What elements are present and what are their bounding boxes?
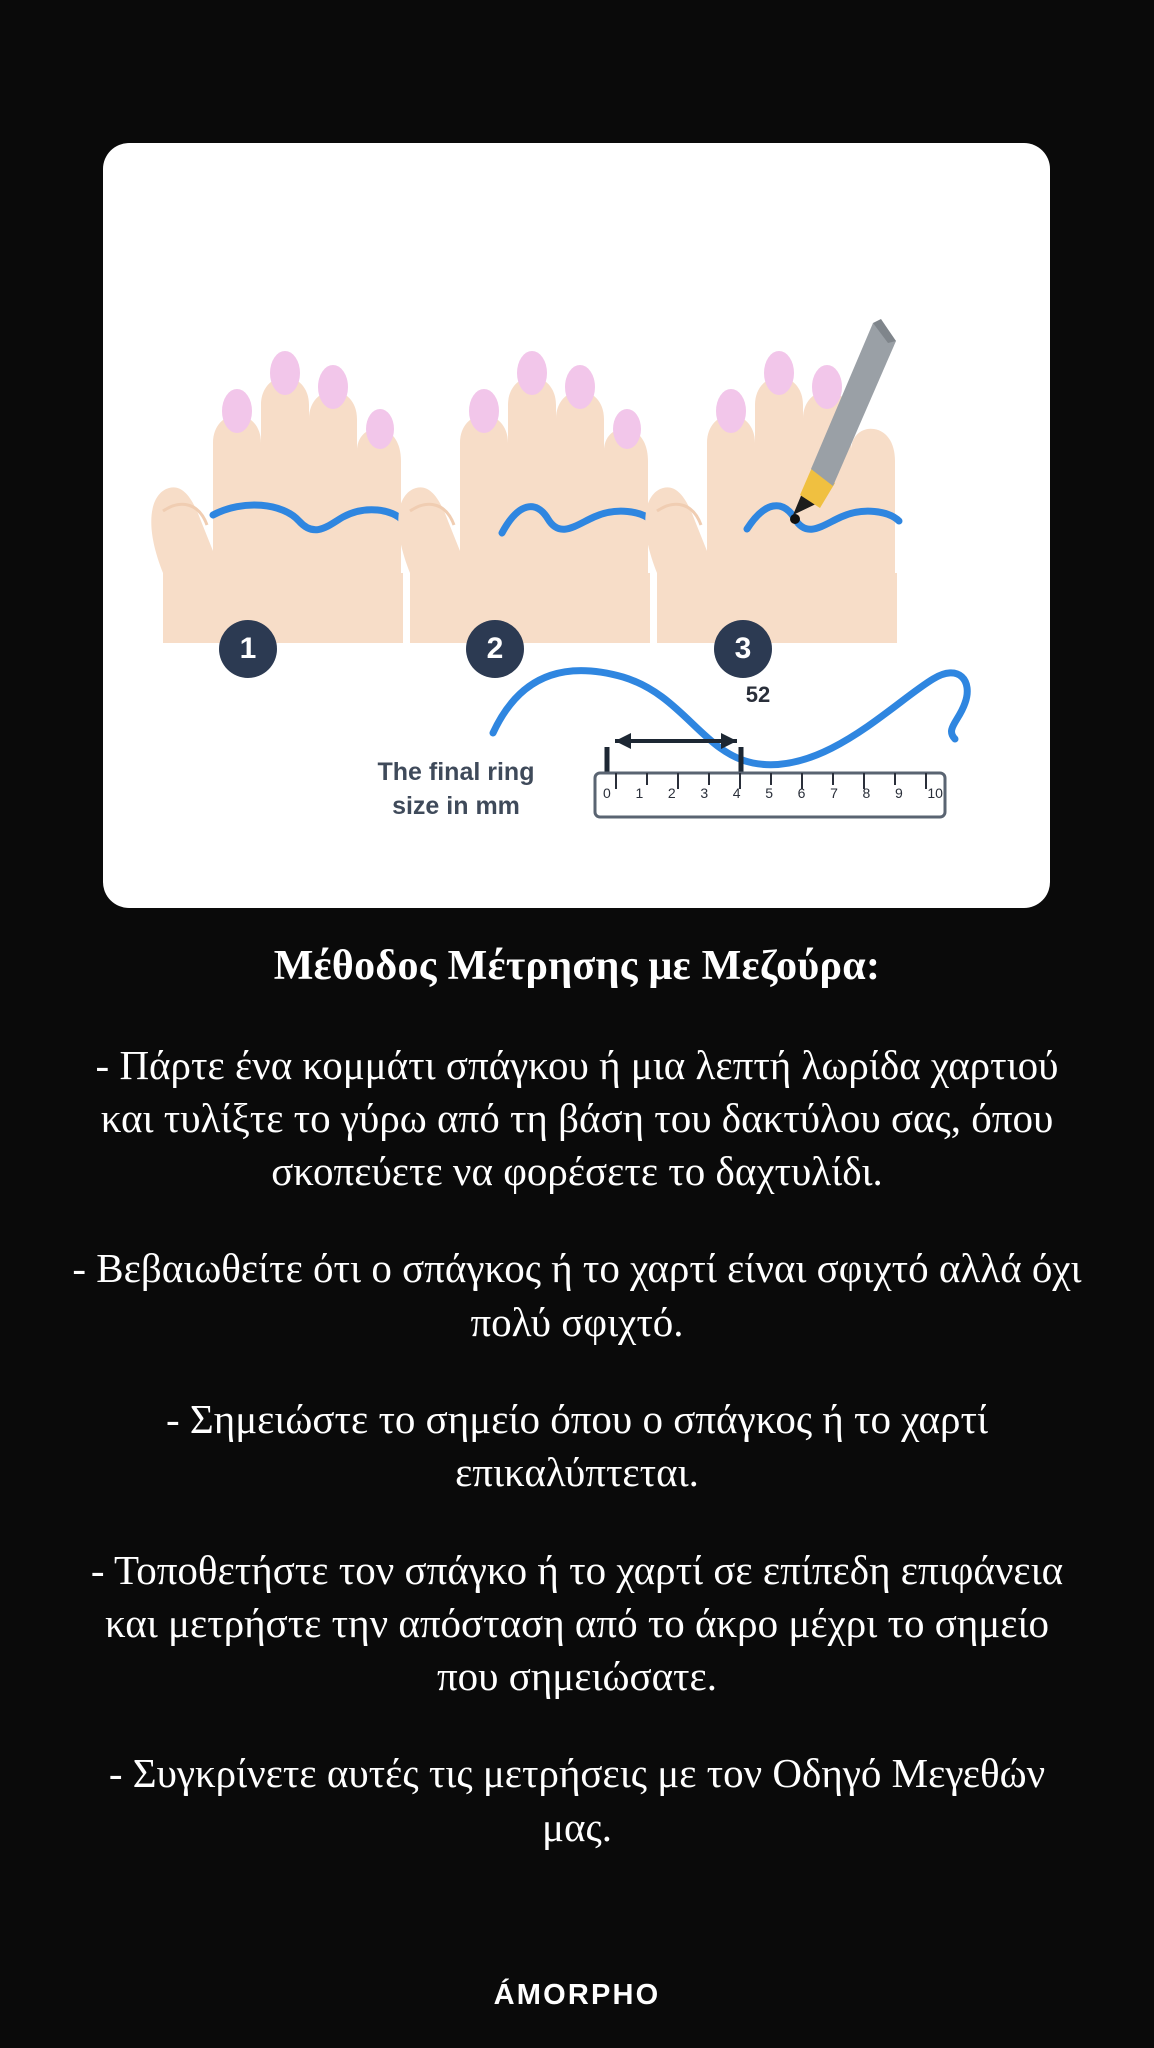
- instruction-step: - Σημειώστε το σημείο όπου ο σπάγκος ή το χαρτί επικαλύπτεται.: [165, 1395, 989, 1496]
- brand-logo: ÁMORPHO: [493, 1979, 661, 2011]
- ruler-tick: 0: [603, 785, 611, 801]
- hand-illustration-1: [151, 351, 403, 643]
- ruler-tick: 8: [862, 785, 871, 801]
- ruler-tick: 3: [700, 785, 709, 801]
- instructions-block: [60, 940, 1094, 1854]
- instruction-step: - Πάρτε ένα κομμάτι σπάγκου ή μια λεπτή λωρίδα χαρτιού και τυλίξτε το γύρω από τη βάση του δακτύλου σας, όπου σκοπεύετε να φορέσετε το δαχτυλίδι.: [95, 1041, 1059, 1195]
- ruler-tick: 5: [765, 785, 773, 801]
- ruler-tick: 10: [927, 785, 943, 801]
- step-badge-2: 2: [466, 620, 524, 678]
- instruction-step: - Βεβαιωθείτε ότι ο σπάγκος ή το χαρτί είναι σφιχτό αλλά όχι πολύ σφιχτό.: [72, 1245, 1082, 1345]
- instruction-step: - Τοποθετήστε τον σπάγκο ή το χαρτί σε επίπεδη επιφάνεια και μετρήστε την απόσταση από το άκρο μέχρι το σημείο που σημειώσατε.: [90, 1546, 1064, 1700]
- step-badge-1: 1: [219, 620, 277, 678]
- ruler-tick: 2: [667, 785, 676, 801]
- ruler-tick: 9: [894, 785, 903, 801]
- step-badge-3: 3: [714, 620, 772, 678]
- measurement-value: 52: [745, 682, 771, 707]
- ring-measure-illustration: [103, 143, 1050, 908]
- ruler-tick: 6: [797, 785, 806, 801]
- ruler-tick: 4: [732, 785, 741, 801]
- page-title: Μέθοδος Μέτρησης με Μεζούρα:: [273, 943, 881, 989]
- instruction-step: - Συγκρίνετε αυτές τις μετρήσεις με τον Οδηγό Μεγεθών μας.: [108, 1750, 1046, 1850]
- final-ring-size-line1: The final ring: [377, 758, 535, 786]
- ruler-tick-labels: [603, 785, 943, 801]
- ruler-tick: 7: [830, 785, 838, 801]
- final-ring-size-line2: size in mm: [392, 791, 520, 820]
- hand-illustration-2: [398, 351, 652, 643]
- ruler-tick: 1: [635, 785, 644, 801]
- final-ring-size-label: [331, 756, 581, 824]
